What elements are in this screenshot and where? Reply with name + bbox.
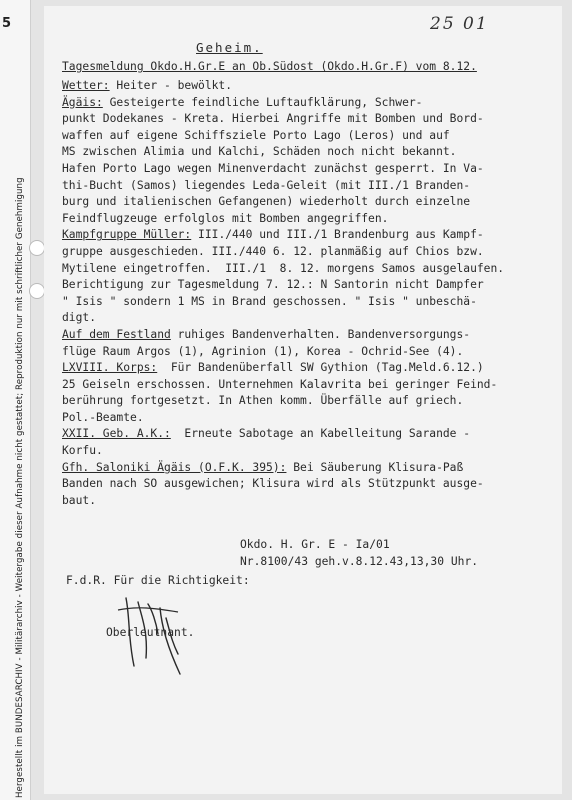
- signatory-rank: Oberleutnant.: [106, 626, 195, 639]
- report-line: [62, 78, 502, 95]
- line-text: Erneute Sabotage an Kabelleitung Sarande -: [170, 427, 471, 441]
- line-text: punkt Dodekanes - Kreta. Hierbei Angriffe mit Bomben und Bord-: [62, 112, 484, 126]
- line-text: digt.: [62, 311, 97, 325]
- line-text: Feindflugzeuge erfolglos mit Bomben angegriffen.: [62, 211, 389, 225]
- line-text: Bei Säuberung Klisura-Paß: [286, 460, 464, 474]
- section-label: Ägäis:: [62, 95, 103, 109]
- report-line: [62, 426, 502, 443]
- office-line: Okdo. H. Gr. E - Ia/01: [240, 538, 390, 551]
- report-line: [62, 111, 502, 128]
- line-text: Berichtigung zur Tagesmeldung 7. 12.: N Santorin nicht Dampfer: [62, 278, 484, 292]
- line-text: waffen auf eigene Schiffsziele Porto Lago (Leros) und auf: [62, 128, 450, 142]
- punch-hole: [29, 240, 45, 256]
- report-line: [62, 460, 502, 477]
- line-text: " Isis " sondern 1 MS in Brand geschossen. " Isis " unbeschä-: [62, 294, 477, 308]
- report-line: [62, 144, 502, 161]
- report-line: [62, 277, 502, 294]
- section-label: Wetter:: [62, 79, 110, 92]
- report-line: [62, 227, 502, 244]
- punch-hole: [29, 283, 45, 299]
- report-line: [62, 244, 502, 261]
- report-line: [62, 443, 502, 460]
- line-text: Für Bandenüberfall SW Gythion (Tag.Meld.6.12.): [157, 361, 484, 375]
- line-text: gruppe ausgeschieden. III./440 6. 12. planmäßig auf Chios bzw.: [62, 244, 484, 258]
- report-line: [62, 294, 502, 311]
- report-line: [62, 178, 502, 195]
- line-text: Korfu.: [62, 444, 103, 458]
- report-line: [62, 377, 502, 394]
- section-label: Auf dem Festland: [62, 327, 171, 341]
- report-line: [62, 211, 502, 228]
- line-text: Hafen Porto Lago wegen Minenverdacht zunächst gesperrt. In Va-: [62, 161, 484, 175]
- section-label: Gfh. Saloniki Ägäis (O.F.K. 395):: [62, 460, 287, 474]
- section-label: LXVIII. Korps:: [62, 361, 158, 375]
- line-text: Gesteigerte feindliche Luftaufklärung, Schwer-: [102, 95, 423, 109]
- report-line: [62, 161, 502, 178]
- line-text: Heiter - bewölkt.: [109, 79, 233, 92]
- corner-mark: 5: [2, 16, 12, 31]
- document-heading: Geheim.: [196, 40, 263, 55]
- line-text: thi-Bucht (Samos) liegendes Leda-Geleit (mit III./1 Branden-: [62, 178, 471, 192]
- section-label: XXII. Geb. A.K.:: [62, 427, 171, 441]
- report-line: [62, 95, 502, 112]
- office-reference: [240, 536, 478, 570]
- report-line: [62, 410, 502, 427]
- line-text: MS zwischen Alimia und Kalchi, Schäden noch nicht bekannt.: [62, 145, 457, 159]
- report-line: [62, 476, 502, 493]
- line-text: 25 Geiseln erschossen. Unternehmen Kalavrita bei geringer Feind-: [62, 377, 498, 391]
- report-body: [62, 78, 505, 509]
- certification-line: F.d.R. Für die Richtigkeit:: [66, 574, 250, 587]
- archive-stamp: Hergestellt im BUNDESARCHIV - Militärarchiv - Weitergabe dieser Aufnahme nicht gestattet; Reproduktion nur mit schriftlicher Genehmigung: [15, 177, 25, 798]
- line-text: ruhiges Bandenverhalten. Bandenversorgungs-: [170, 327, 471, 341]
- report-line: [62, 128, 502, 145]
- report-line: [62, 310, 502, 327]
- line-text: baut.: [62, 493, 97, 507]
- reference-line: Nr.8100/43 geh.v.8.12.43,13,30 Uhr.: [240, 555, 479, 568]
- report-line: [62, 194, 502, 211]
- line-text: Pol.-Beamte.: [62, 410, 144, 424]
- line-text: burg und italienischen Gefangenen) wiederholt durch einzelne: [62, 195, 471, 209]
- report-line: [62, 327, 502, 344]
- line-text: berührung fortgesetzt. In Athen komm. Überfälle auf griech.: [62, 394, 464, 408]
- report-line: [62, 344, 502, 361]
- report-line: [62, 360, 502, 377]
- section-label: Kampfgruppe Müller:: [62, 228, 192, 242]
- line-text: Mytilene eingetroffen. III./1 8. 12. morgens Samos ausgelaufen.: [62, 261, 505, 275]
- page-number: 25 01: [430, 14, 489, 34]
- document-subject: Tagesmeldung Okdo.H.Gr.E an Ob.Südost (Okdo.H.Gr.F) vom 8.12.: [62, 60, 477, 73]
- report-line: [62, 393, 502, 410]
- line-text: III./440 und III./1 Brandenburg aus Kampf-: [191, 228, 484, 242]
- report-line: [62, 493, 502, 510]
- line-text: flüge Raum Argos (1), Agrinion (1), Korea - Ochrid-See (4).: [62, 344, 464, 358]
- report-line: [62, 261, 505, 278]
- line-text: Banden nach SO ausgewichen; Klisura wird als Stützpunkt ausge-: [62, 477, 484, 491]
